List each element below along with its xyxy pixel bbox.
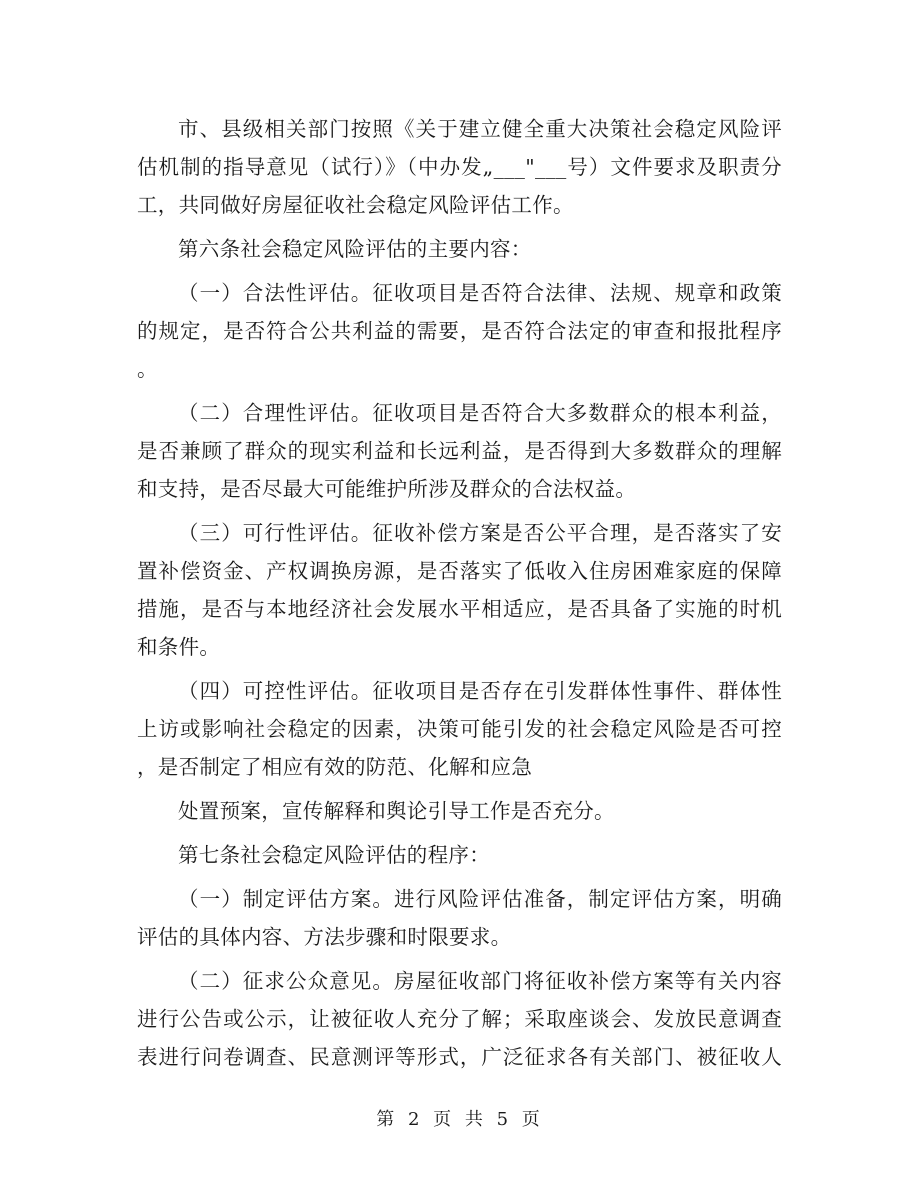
text-line: 表进行问卷调查、民意测评等形式，广泛征求各有关部门、被征收人 [137,1045,782,1069]
text-line: （二）征求公众意见。房屋征收部门将征收补偿方案等有关内容 [178,969,782,993]
text-line: 第七条社会稳定风险评估的程序： [178,843,490,867]
text-line: ，是否制定了相应有效的防范、化解和应急 [137,755,533,779]
text-line: 上访或影响社会稳定的因素，决策可能引发的社会稳定风险是否可控 [137,717,782,741]
text-line: 市、县级相关部门按照《关于建立健全重大决策社会稳定风险评 [178,117,782,141]
document-body [137,110,782,1076]
text-line: 是否兼顾了群众的现实利益和长远利益，是否得到大多数群众的理解 [137,439,782,463]
text-line: 置补偿资金、产权调换房源，是否落实了低收入住房困难家庭的保障 [137,559,782,583]
text-line: 估机制的指导意见（试行）》（中办发„___"___号）文件要求及职责分 [137,155,782,179]
text-line: （四）可控性评估。征收项目是否存在引发群体性事件、群体性 [178,679,782,703]
text-line: （二）合理性评估。征收项目是否符合大多数群众的根本利益， [178,401,782,425]
text-line: （一）合法性评估。征收项目是否符合法律、法规、规章和政策 [178,281,782,305]
text-line: 的规定，是否符合公共利益的需要，是否符合法定的审查和报批程序 [137,319,782,343]
text-line: 工，共同做好房屋征收社会稳定风险评估工作。 [137,193,574,217]
text-line: 评估的具体内容、方法步骤和时限要求。 [137,925,512,949]
text-line: 和支持，是否尽最大可能维护所涉及群众的合法权益。 [137,477,637,501]
text-line: 措施，是否与本地经济社会发展水平相适应，是否具备了实施的时机 [137,597,782,621]
text-line: 第六条社会稳定风险评估的主要内容： [178,237,532,261]
text-line: （一）制定评估方案。进行风险评估准备，制定评估方案，明确 [178,887,782,911]
page-footer: 第 2 页 共 5 页 [376,1109,544,1130]
text-line: （三）可行性评估。征收补偿方案是否公平合理，是否落实了安 [178,521,782,545]
text-line: 处置预案，宣传解释和舆论引导工作是否充分。 [178,799,615,823]
text-line: 和条件。 [137,635,221,659]
text-line: 。 [137,357,158,381]
text-line: 进行公告或公示，让被征收人充分了解；采取座谈会、发放民意调查 [137,1007,782,1031]
